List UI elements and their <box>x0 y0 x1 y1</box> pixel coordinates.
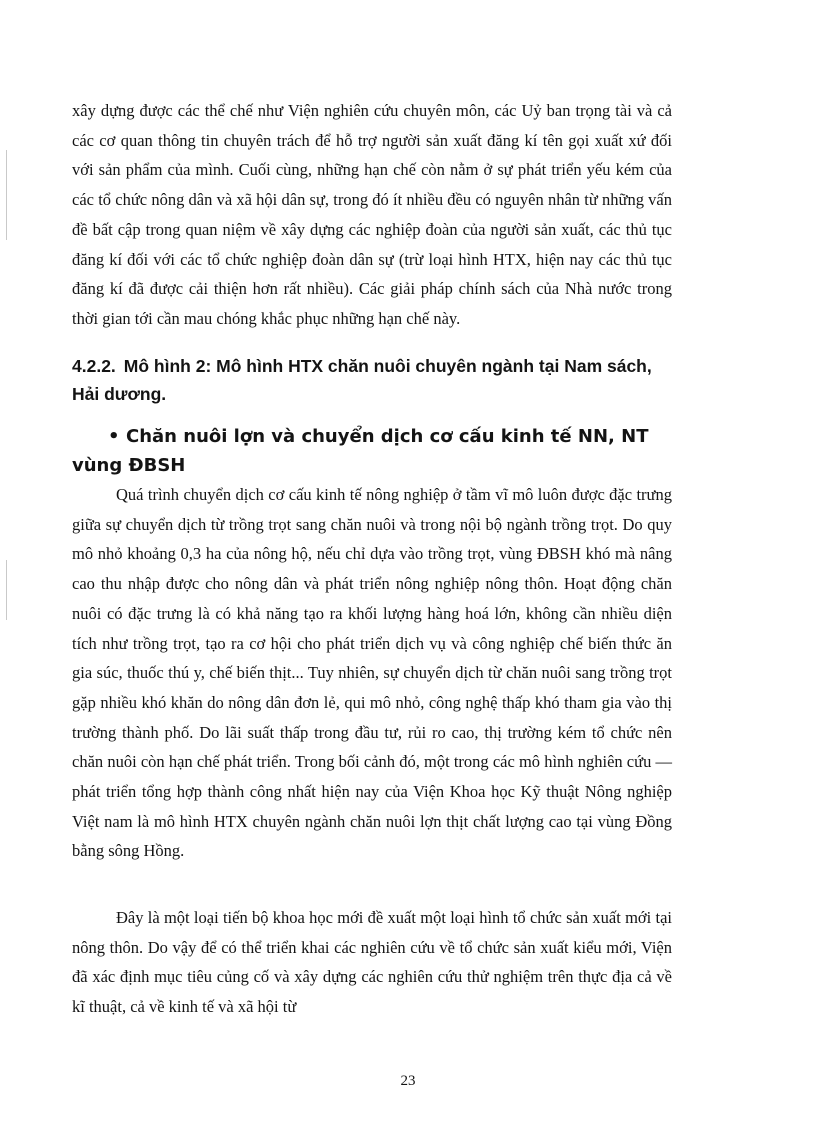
bullet-icon: • <box>108 426 120 447</box>
section-heading <box>72 352 672 408</box>
body-paragraph-2: Đây là một loại tiến bộ khoa học mới đề xuất một loại hình tổ chức sản xuất mới tại nông thôn. Do vậy để có thể triển khai các nghiên cứu về tổ chức sản xuất kiểu mới, Viện đã xác định mục tiêu củng cố và xây dựng các nghiên cứu thử nghiệm trên thực địa cả về kĩ thuật, cả về kinh tế và xã hội từ <box>72 908 672 1017</box>
intro-paragraph: xây dựng được các thể chế như Viện nghiên cứu chuyên môn, các Uỷ ban trọng tài và cả các cơ quan thông tin chuyên trách để hỗ trợ người sản xuất đăng kí tên gọi xuất xứ đối với sản phẩm của mình. Cuối cùng, những hạn chế còn nằm ở sự phát triển yếu kém của các tổ chức nông dân và xã hội dân sự, trong đó ít nhiều đều có nguyên nhân từ những vấn đề bất cập trong quan niệm về xây dựng các nghiệp đoàn của người sản xuất, các thủ tục đăng kí đối với các tổ chức nghiệp đoàn dân sự (trừ loại hình HTX, hiện nay các thủ tục đăng kí đã được cải thiện hơn rất nhiều). Các giải pháp chính sách của Nhà nước trong thời gian tới cần mau chóng khắc phục những hạn chế này. <box>72 101 672 328</box>
body-paragraph-1: Quá trình chuyển dịch cơ cấu kinh tế nông nghiệp ở tầm vĩ mô luôn được đặc trưng giữa sự chuyển dịch từ trồng trọt sang chăn nuôi và trong nội bộ ngành trồng trọt. Do quy mô nhỏ khoảng 0,3 ha của nông hộ, nếu chỉ dựa vào trồng trọt, vùng ĐBSH khó mà nâng cao thu nhập được cho nông dân và phát triển nông nghiệp nông thôn. Hoạt động chăn nuôi có đặc trưng là có khả năng tạo ra khối lượng hàng hoá lớn, không cần nhiều diện tích như trồng trọt, tạo ra cơ hội cho phát triển dịch vụ và công nghiệp chế biến thức ăn gia súc, thuốc thú y, chế biến thịt... Tuy nhiên, sự chuyển dịch từ chăn nuôi sang trồng trọt gặp nhiều khó khăn do nông dân đơn lẻ, qui mô nhỏ, công nghệ thấp khó tham gia vào thị trường thành phố. Do lãi suất thấp trong đầu tư, rủi ro cao, thị trường kém tổ chức nên chăn nuôi còn hạn chế phát triển. Trong bối cảnh đó, một trong các mô hình nghiên cứu — phát triển tổng hợp thành công nhất hiện nay của Viện Khoa học Kỹ thuật Nông nghiệp Việt nam là mô hình HTX chuyên ngành chăn nuôi lợn thịt chất lượng cao tại vùng Đồng bằng sông Hồng. <box>72 485 672 861</box>
bullet-heading <box>72 422 672 480</box>
scan-margin-mark <box>6 560 7 620</box>
section-title: Mô hình 2: Mô hình HTX chăn nuôi chuyên ngành tại Nam sách, Hải dương. <box>72 356 652 404</box>
scan-margin-mark <box>6 150 7 240</box>
bullet-heading-text: Chăn nuôi lợn và chuyển dịch cơ cấu kinh tế NN, NT vùng ĐBSH <box>72 426 649 476</box>
section-number: 4.2.2. <box>72 356 116 376</box>
page-number: 23 <box>400 1073 416 1089</box>
